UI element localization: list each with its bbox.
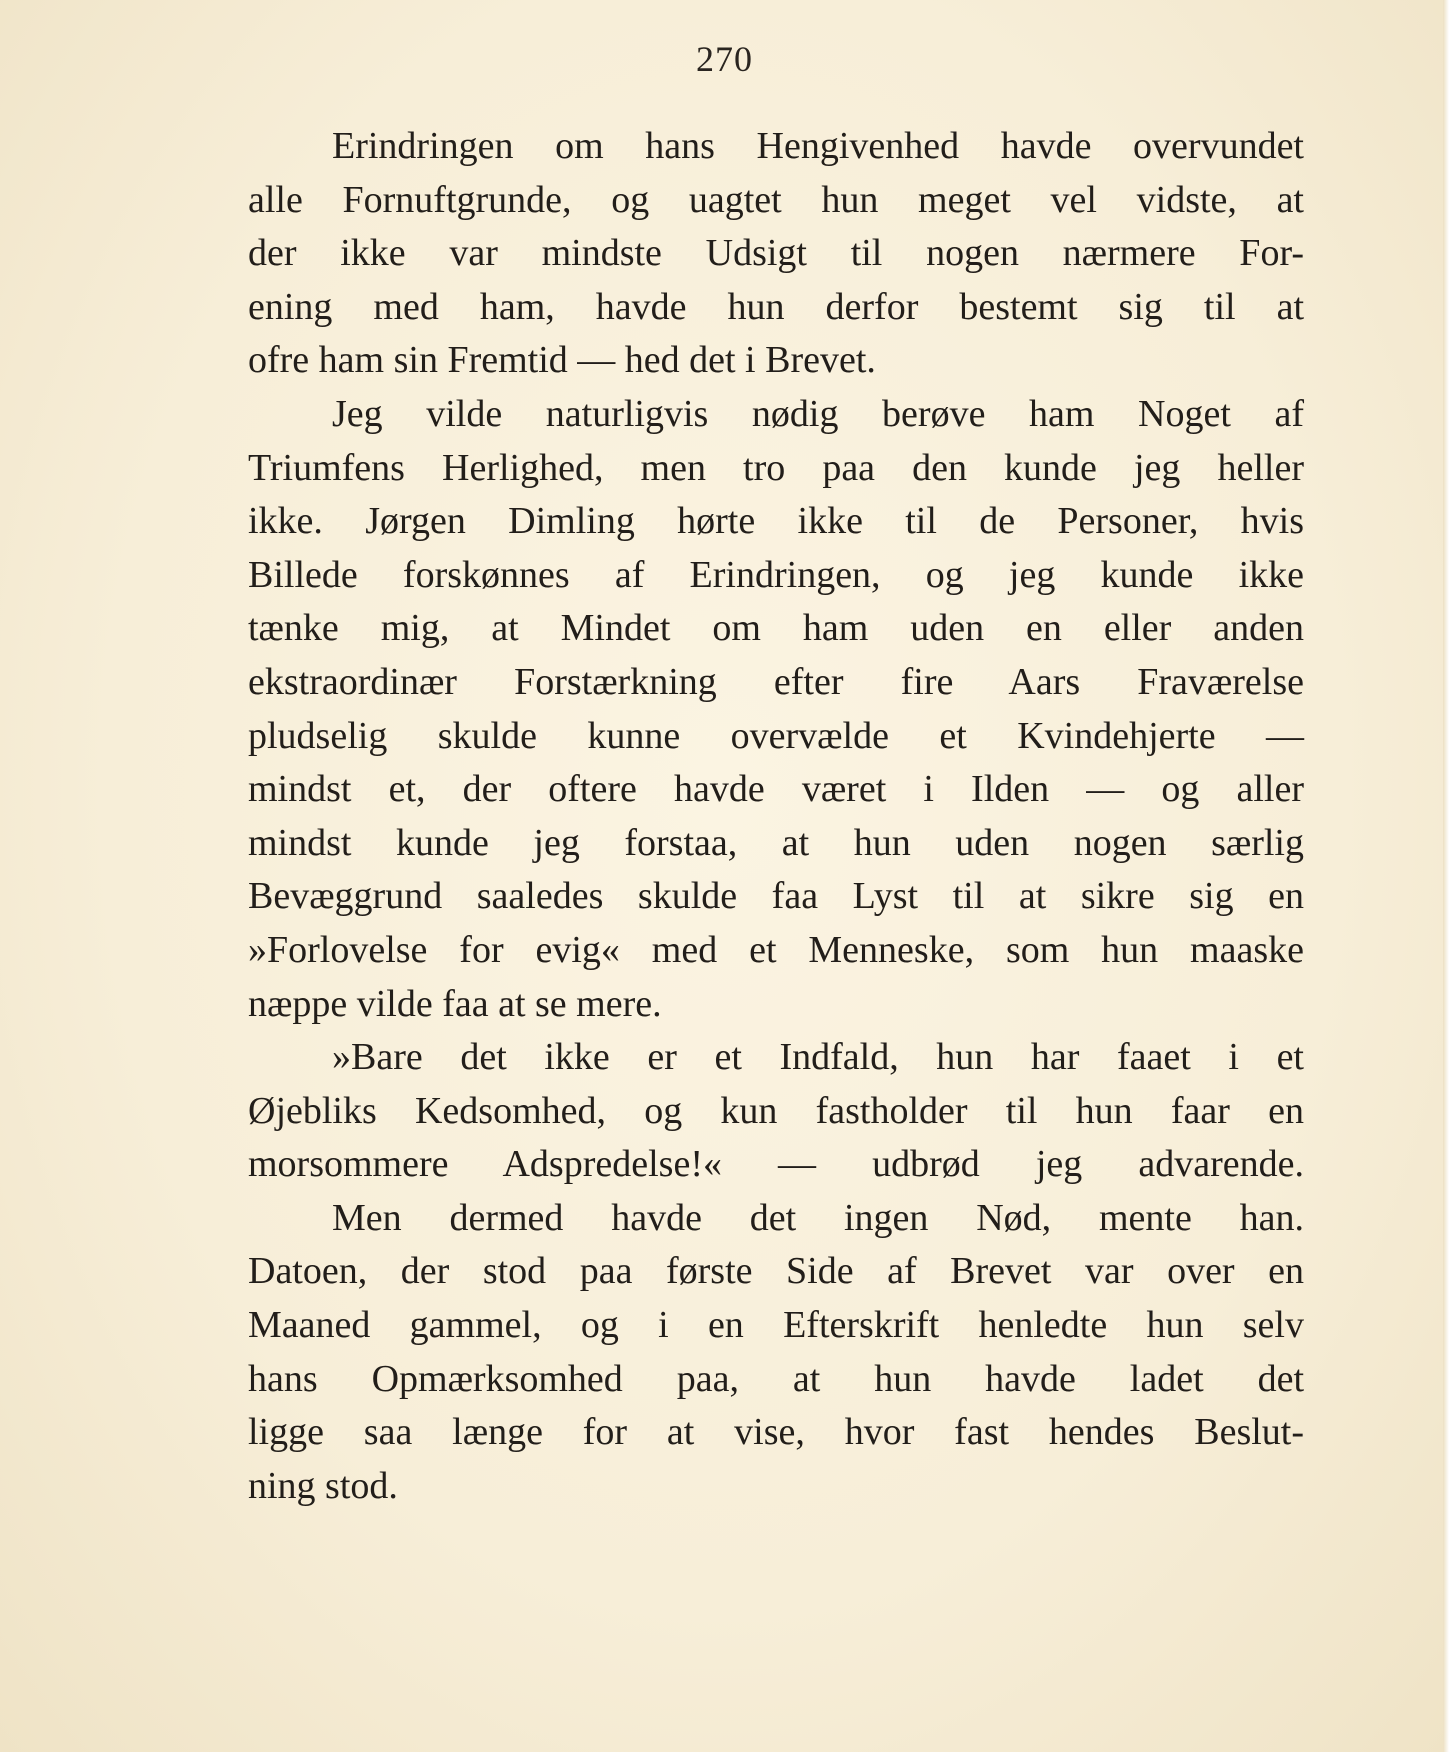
- text-line: Maaned gammel, og i en Efterskrift henledte hun selv: [248, 1304, 1304, 1347]
- text-line: ofre ham sin Fremtid — hed det i Brevet.: [248, 339, 876, 382]
- text-line: ening med ham, havde hun derfor bestemt sig til at: [248, 285, 1304, 328]
- text-line: »Bare det ikke er et Indfald, hun har faaet i et: [332, 1036, 1304, 1079]
- text-line: pludselig skulde kunne overvælde et Kvindehjerte —: [248, 714, 1304, 757]
- text-line: morsommere Adspredelse!« — udbrød jeg advarende.: [248, 1143, 1304, 1186]
- text-line: »Forlovelse for evig« med et Menneske, som hun maaske: [248, 928, 1304, 971]
- text-line: Øjebliks Kedsomhed, og kun fastholder til hun faar en: [248, 1089, 1304, 1132]
- text-line: Billede forskønnes af Erindringen, og jeg kunde ikke: [248, 553, 1304, 596]
- text-line: ligge saa længe for at vise, hvor fast hendes Beslut-: [248, 1411, 1304, 1454]
- text-line: der ikke var mindste Udsigt til nogen nærmere For-: [248, 232, 1304, 275]
- text-line: Triumfens Herlighed, men tro paa den kunde jeg heller: [248, 446, 1304, 489]
- page-edge: [1443, 0, 1449, 1752]
- text-line: ning stod.: [248, 1464, 398, 1507]
- text-line: ekstraordinær Forstærkning efter fire Aars Fraværelse: [248, 660, 1304, 703]
- text-line: Datoen, der stod paa første Side af Brevet var over en: [248, 1250, 1304, 1293]
- body-text: [248, 120, 1304, 1513]
- text-line: Jeg vilde naturligvis nødig berøve ham Noget af: [332, 392, 1304, 435]
- text-line: næppe vilde faa at se mere.: [248, 982, 662, 1025]
- text-line: hans Opmærksomhed paa, at hun havde ladet det: [248, 1357, 1304, 1400]
- text-line: mindst kunde jeg forstaa, at hun uden nogen særlig: [248, 821, 1304, 864]
- text-line: Men dermed havde det ingen Nød, mente han.: [332, 1196, 1304, 1239]
- text-line: ikke. Jørgen Dimling hørte ikke til de Personer, hvis: [248, 500, 1304, 543]
- text-line: mindst et, der oftere havde været i Ilden — og aller: [248, 768, 1304, 811]
- page-number: 270: [696, 39, 753, 79]
- text-line: alle Fornuftgrunde, og uagtet hun meget vel vidste, at: [248, 178, 1304, 221]
- text-line: Bevæggrund saaledes skulde faa Lyst til at sikre sig en: [248, 875, 1304, 918]
- text-line: Erindringen om hans Hengivenhed havde overvundet: [332, 125, 1304, 167]
- text-line: tænke mig, at Mindet om ham uden en eller anden: [248, 607, 1304, 650]
